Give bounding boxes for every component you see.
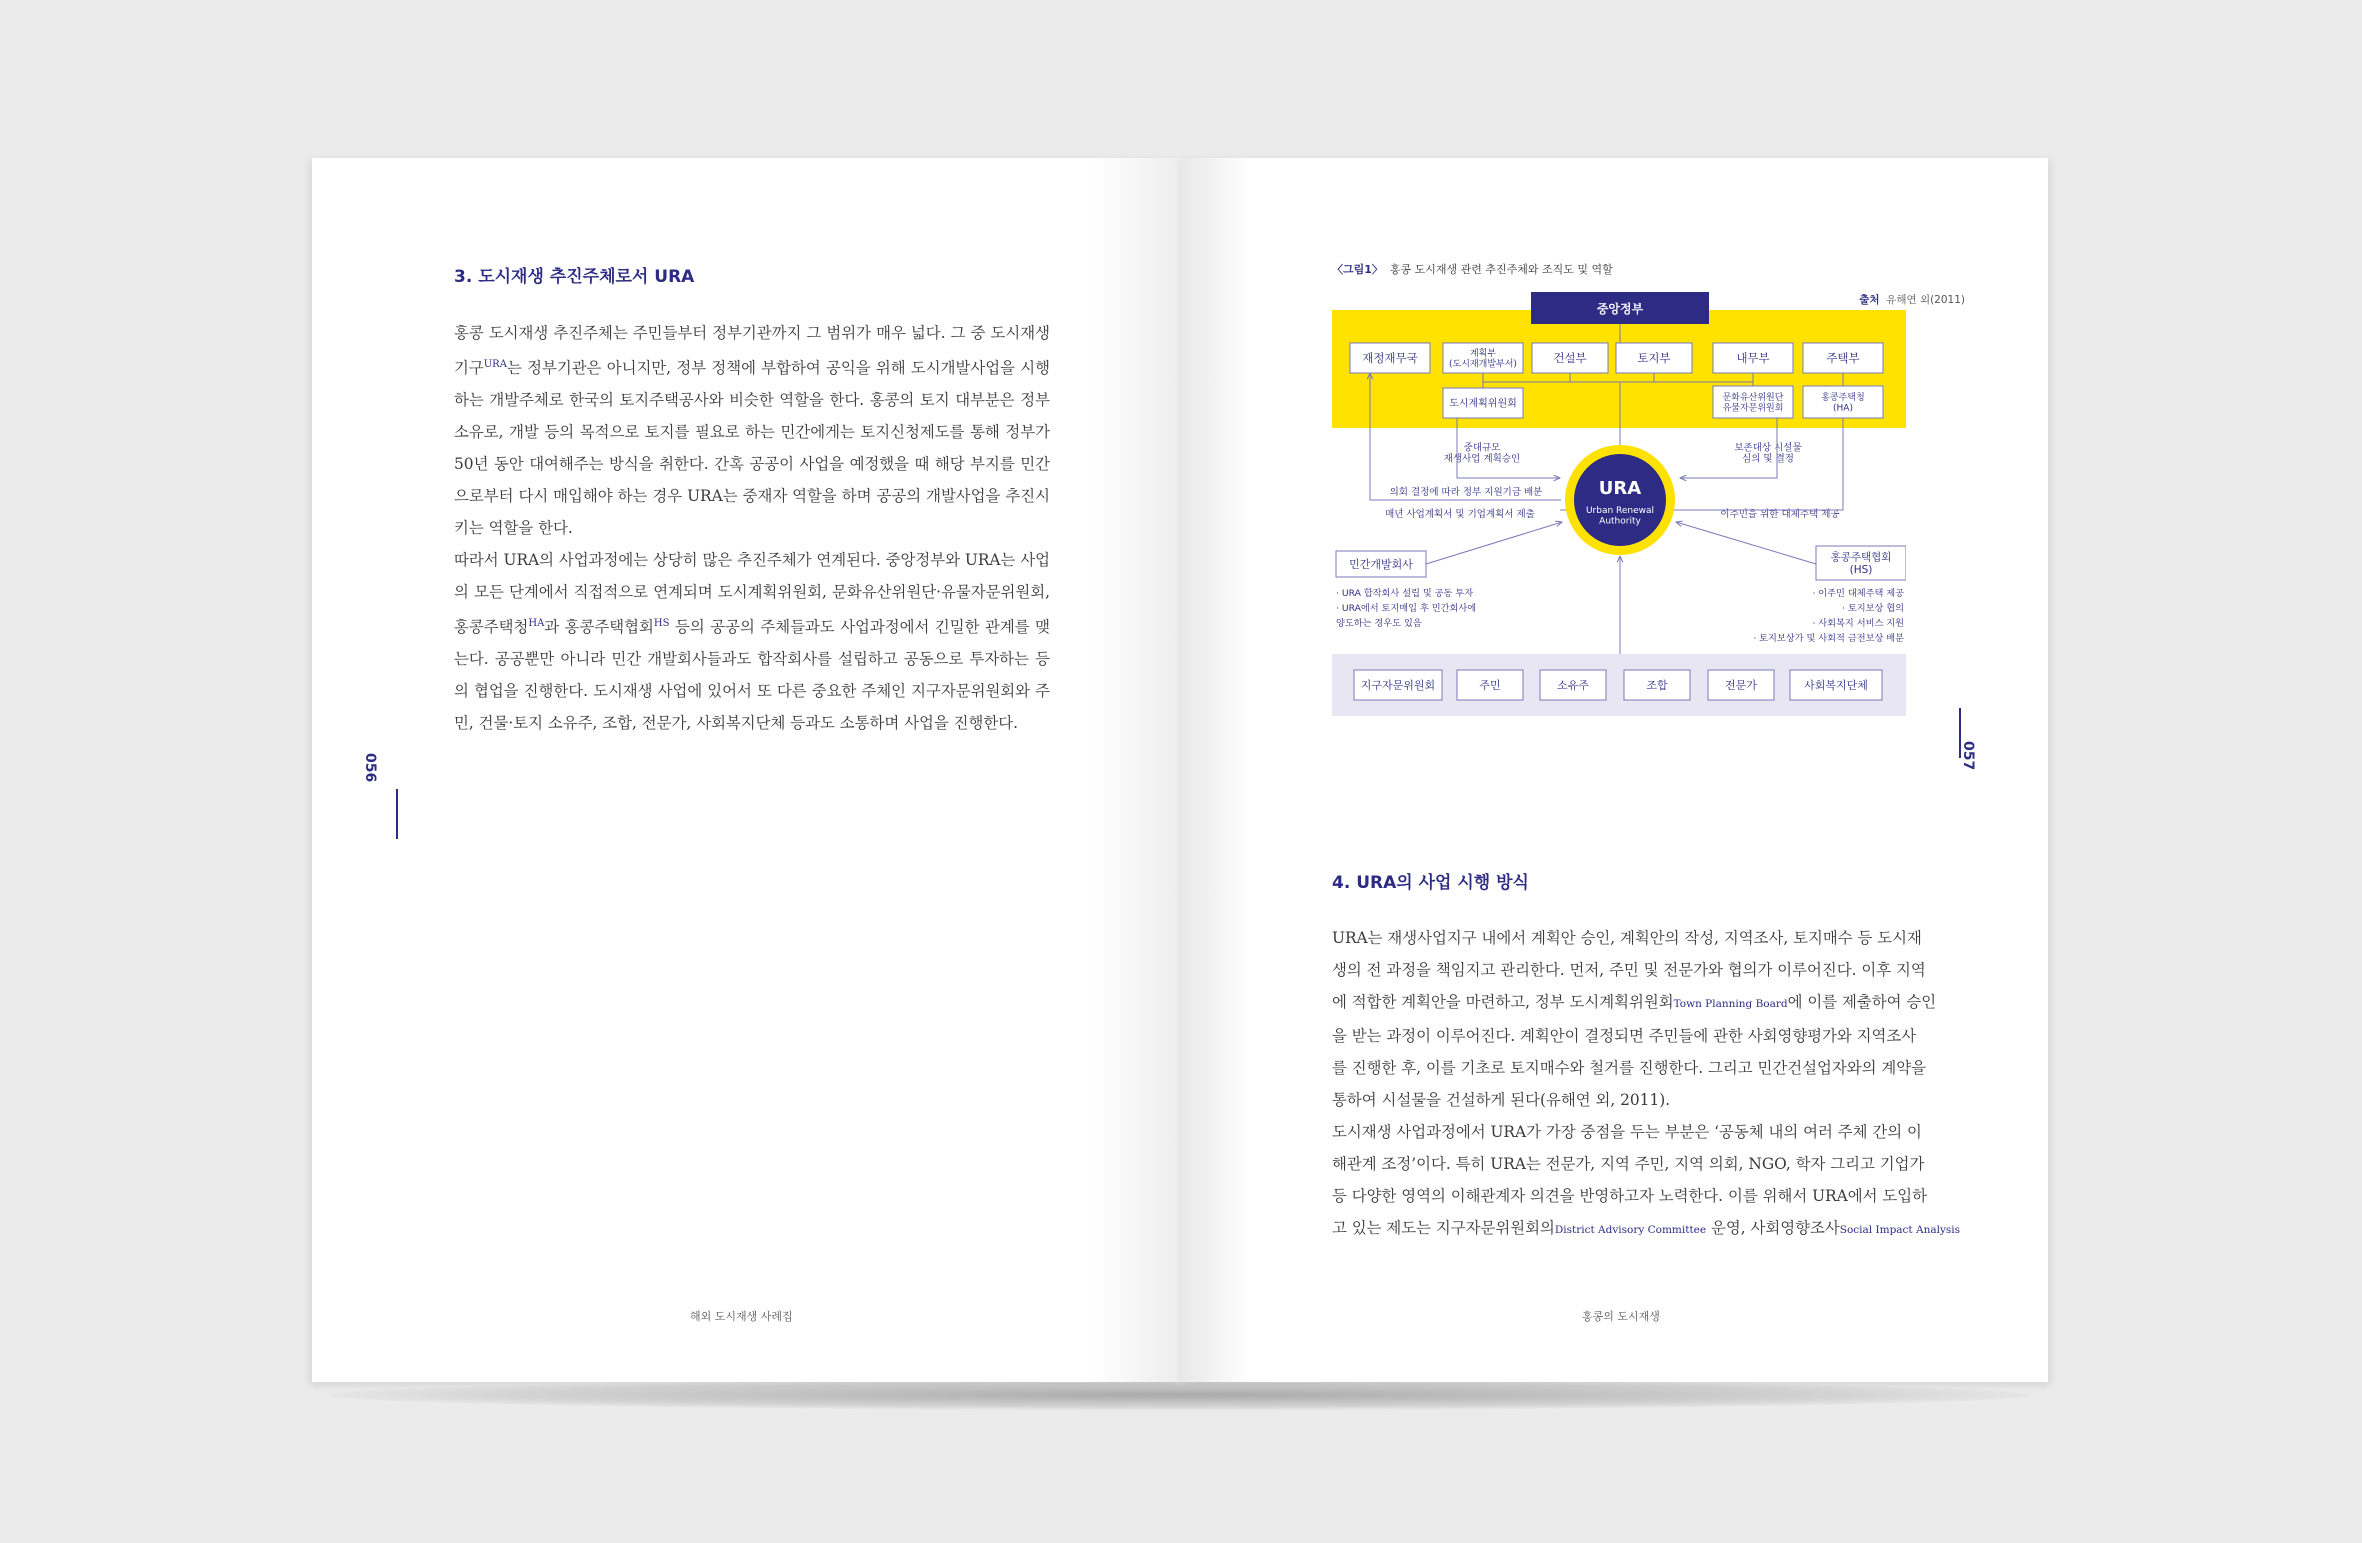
ministry-0-label: 재정재무국 xyxy=(1362,351,1418,366)
figure-caption xyxy=(1332,261,1613,277)
text-run: 키는 역할을 한다. xyxy=(454,519,573,537)
central-gov-label: 중앙정부 xyxy=(1596,302,1644,316)
ura-title: URA xyxy=(1598,478,1642,499)
text-run: 하는 개발주체로 한국의 토지주택공사와 비슷한 역할을 한다. 홍콩의 토지 대부분은 정부 xyxy=(454,391,1050,409)
text-line xyxy=(454,608,1050,643)
text-run: 통하여 시설물을 건설하게 된다(유해연 외, 2011). xyxy=(1332,1091,1671,1109)
text-run: 운영, 사회영향조사 xyxy=(1706,1219,1840,1237)
english-term-note: Social Impact Analysis xyxy=(1839,1224,1961,1236)
label-preservation: 보존대상 시설물 심의 및 결정 xyxy=(1734,442,1802,465)
text-line xyxy=(454,512,1050,544)
text-run: 민, 건물·토지 소유주, 조합, 전문가, 사회복지단체 등과도 소통하며 사업을 진행한다. xyxy=(454,714,1019,732)
page-number-rule xyxy=(1959,708,1961,758)
text-run: 등의 공공의 주체들과도 사업과정에서 긴밀한 관계를 맺 xyxy=(669,618,1050,636)
private-dev-label: 민간개발회사 xyxy=(1349,557,1413,571)
text-line xyxy=(1332,922,1922,954)
text-run: 에 적합한 계획안을 마련하고, 정부 도시계획위원회 xyxy=(1332,993,1674,1011)
private-role: · URA 합작회사 설립 및 공동 투자 xyxy=(1336,588,1474,599)
text-line xyxy=(454,675,1050,707)
text-run: 에 이를 제출하여 승인 xyxy=(1787,993,1937,1011)
text-line xyxy=(454,576,1050,608)
stakeholder-1-label: 주민 xyxy=(1479,678,1501,692)
gutter-shadow xyxy=(1090,158,1180,1382)
source-text: 유해연 외(2011) xyxy=(1886,294,1965,306)
right-body-text xyxy=(1332,922,1961,1246)
text-line xyxy=(454,448,1050,480)
running-footer: 해외 도시재생 사례집 xyxy=(690,1310,793,1323)
ministry-2-label: 건설부 xyxy=(1553,351,1587,366)
text-run: 소유로, 개발 등의 목적으로 토지를 필요로 하는 민간에게는 토지신청제도를 통해 정부가 xyxy=(454,423,1050,441)
superscript-note: URA xyxy=(483,359,507,370)
source-label: 출처 xyxy=(1859,294,1880,306)
text-line xyxy=(1332,1020,1916,1052)
text-run: 도시재생 사업과정에서 URA가 가장 중점을 두는 부분은 ‘공동체 내의 여러 주체 간의 이 xyxy=(1332,1123,1922,1141)
text-run: 생의 전 과정을 책임지고 관리한다. 먼저, 주민 및 전문가와 협의가 이루어진다. 이후 지역 xyxy=(1332,961,1926,979)
org-chart xyxy=(1332,290,1906,716)
ura-circle xyxy=(1574,454,1666,546)
text-run: 기구 xyxy=(454,359,484,377)
text-line xyxy=(1332,1148,1925,1180)
page-number: 056 xyxy=(362,753,378,783)
label-major-approval: 중대규모 재생사업 계획승인 xyxy=(1443,442,1521,465)
gutter-shadow xyxy=(1180,158,1250,1382)
text-line xyxy=(1332,986,1937,1020)
left-body-text xyxy=(454,317,1050,739)
text-run: 으로부터 다시 매입해야 하는 경우 URA는 중재자 역할을 하며 공공의 개발사업을 추진시 xyxy=(454,487,1050,505)
book-shadow xyxy=(330,1380,2030,1410)
text-run: 과 홍콩주택협회 xyxy=(544,618,654,636)
stakeholder-5-label: 사회복지단체 xyxy=(1804,678,1868,692)
text-line xyxy=(1332,954,1926,986)
hs-arrow xyxy=(1676,522,1816,564)
text-run: 홍콩주택청 xyxy=(454,618,529,636)
ura-subtitle: Urban Renewal Authority xyxy=(1585,505,1655,527)
stakeholder-4-label: 전문가 xyxy=(1725,678,1757,692)
text-run: 의 협업을 진행한다. 도시재생 사업에 있어서 또 다른 중요한 주체인 지구자문위원회와 주 xyxy=(454,682,1050,700)
text-line xyxy=(454,416,1050,448)
text-run: 는 정부기관은 아니지만, 정부 정책에 부합하여 공익을 위해 도시개발사업을 시행 xyxy=(506,359,1050,377)
text-run: 의 모든 단계에서 직접적으로 연계되며 도시계획위원회, 문화유산위원단·유물자문위원회, xyxy=(454,583,1050,601)
label-annual-plan: 매년 사업계획서 및 기업계획서 제출 xyxy=(1385,509,1535,520)
text-run: 고 있는 제도는 지구자문위원회의 xyxy=(1332,1219,1555,1237)
hs-role: · 사회복지 서비스 지원 xyxy=(1812,618,1904,629)
page-number: 057 xyxy=(1960,741,1976,771)
sub-body-2-label: 홍콩주택청 (HA) xyxy=(1821,393,1865,414)
hs-role: · 이주민 대체주택 제공 xyxy=(1812,588,1904,599)
ministry-5-label: 주택부 xyxy=(1826,351,1860,366)
text-run: 을 받는 과정이 이루어진다. 계획안이 결정되면 주민들에 관한 사회영향평가와 지역조사 xyxy=(1332,1027,1917,1045)
text-run: 50년 동안 대여해주는 방식을 취한다. 간혹 공공이 사업을 예정했을 때 해당 부지를 민간 xyxy=(454,455,1050,473)
text-line xyxy=(1332,1084,1916,1116)
section-heading-4: 4. URA의 사업 시행 방식 xyxy=(1332,873,1529,893)
sub-body-0-label: 도시계획위원회 xyxy=(1449,398,1517,410)
text-line xyxy=(454,317,1050,349)
stakeholder-2-label: 소유주 xyxy=(1557,678,1589,692)
stakeholder-0-label: 지구자문위원회 xyxy=(1360,678,1436,692)
text-run: 는다. 공공뿐만 아니라 민간 개발회사들과도 합작회사를 설립하고 공동으로 투자하는 등 xyxy=(454,650,1050,668)
superscript-note: HA xyxy=(528,618,545,629)
text-line xyxy=(454,480,1050,512)
private-dev-arrow xyxy=(1426,522,1562,564)
text-run: 해관계 조정’이다. 특히 URA는 전문가, 지역 주민, 지역 의회, NGO, 학자 그리고 기업가 xyxy=(1332,1155,1925,1173)
text-line xyxy=(1332,1212,1961,1246)
right-page xyxy=(1180,158,2048,1382)
text-run: 를 진행한 후, 이를 기초로 토지매수와 철거를 진행한다. 그리고 민간건설업자와의 계약을 xyxy=(1332,1059,1926,1077)
text-line xyxy=(454,349,1050,384)
text-line xyxy=(1332,1180,1927,1212)
private-role: 양도하는 경우도 있음 xyxy=(1336,618,1422,629)
section-heading-3: 3. 도시재생 추진주체로서 URA xyxy=(454,267,695,287)
stakeholder-3-label: 조합 xyxy=(1646,678,1668,692)
text-line xyxy=(454,707,1050,739)
label-relocation: 이주민을 위한 대체주택 제공 xyxy=(1720,509,1840,520)
english-term-note: District Advisory Committee xyxy=(1554,1224,1707,1236)
text-line xyxy=(454,384,1050,416)
text-line xyxy=(454,643,1050,675)
housing-society-label: 홍콩주택협회 (HS) xyxy=(1830,551,1892,577)
text-run: 등 다양한 영역의 이해관계자 의견을 반영하고자 노력한다. 이를 위해서 URA에서 도입하 xyxy=(1332,1187,1927,1205)
page-number-rule xyxy=(396,789,398,839)
text-line xyxy=(1332,1116,1922,1148)
private-role: · URA에서 토지매입 후 민간회사에 xyxy=(1336,603,1477,614)
superscript-note: HS xyxy=(653,618,670,629)
figure-title: 홍콩 도시재생 관련 추진주체와 조직도 및 역할 xyxy=(1389,263,1613,276)
english-term-note: Town Planning Board xyxy=(1673,998,1788,1010)
text-line xyxy=(1332,1052,1926,1084)
left-page xyxy=(312,158,1180,1382)
figure-label: 〈그림1〉 xyxy=(1332,263,1383,276)
text-run: URA는 재생사업지구 내에서 계획안 승인, 계획안의 작성, 지역조사, 토지매수 등 도시재 xyxy=(1332,929,1922,947)
ministry-4-label: 내무부 xyxy=(1736,351,1770,366)
hs-role: · 토지보상가 및 사회적 금전보상 배분 xyxy=(1753,633,1904,644)
text-run: 홍콩 도시재생 추진주체는 주민들부터 정부기관까지 그 범위가 매우 넓다. 그 중 도시재생 xyxy=(454,324,1050,342)
text-line xyxy=(454,544,1050,576)
ministry-1-label: 계획부 (도시재개발부서) xyxy=(1449,349,1517,370)
ministry-3-label: 토지부 xyxy=(1637,351,1671,366)
text-run: 따라서 URA의 사업과정에는 상당히 많은 추진주체가 연계된다. 중앙정부와 URA는 사업 xyxy=(454,551,1051,569)
hs-role: · 토지보상 협의 xyxy=(1841,603,1904,614)
label-council-funding: 의회 결정에 따라 정부 지원기금 배분 xyxy=(1389,487,1543,498)
sub-body-1-label: 문화유산위원단 유물자문위원회 xyxy=(1722,393,1784,414)
running-footer: 홍콩의 도시재생 xyxy=(1582,1310,1660,1323)
